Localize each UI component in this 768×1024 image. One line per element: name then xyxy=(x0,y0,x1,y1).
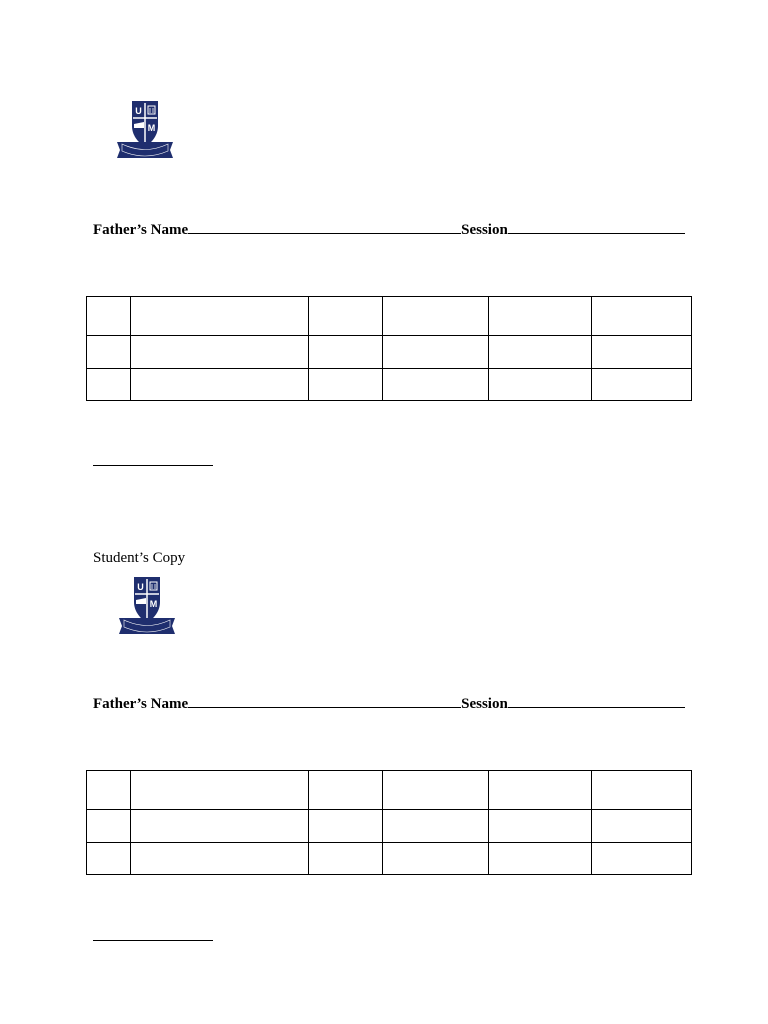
students-copy-caption: Student’s Copy xyxy=(93,550,186,566)
table-cell[interactable] xyxy=(87,369,131,401)
table-row xyxy=(87,771,692,810)
table-cell[interactable] xyxy=(131,369,309,401)
signature-line xyxy=(93,940,213,941)
session-label: Session xyxy=(461,696,508,712)
fathers-name-row xyxy=(93,693,693,713)
table-row xyxy=(87,297,692,336)
table-cell[interactable] xyxy=(489,771,592,810)
table-cell[interactable] xyxy=(489,369,592,401)
session-blank[interactable] xyxy=(508,219,685,234)
signature-line xyxy=(93,465,213,466)
table-cell[interactable] xyxy=(309,297,383,336)
logo-letter-u: U xyxy=(135,106,142,116)
table-cell[interactable] xyxy=(592,843,692,875)
logo-letter-u: U xyxy=(137,582,144,592)
fathers-name-label: Father’s Name xyxy=(93,696,189,712)
course-table xyxy=(86,296,692,401)
fathers-name-label: Father’s Name xyxy=(93,222,189,238)
table-row xyxy=(87,336,692,369)
table-cell[interactable] xyxy=(592,336,692,369)
fathers-name-blank[interactable] xyxy=(188,219,461,234)
logo-letter-m: M xyxy=(149,599,158,609)
session-label: Session xyxy=(461,222,508,238)
table-cell[interactable] xyxy=(87,297,131,336)
crest-icon xyxy=(115,574,179,638)
table-cell[interactable] xyxy=(309,336,383,369)
university-logo xyxy=(115,574,179,638)
table-cell[interactable] xyxy=(383,369,489,401)
session-blank[interactable] xyxy=(508,693,685,708)
table-cell[interactable] xyxy=(87,810,131,843)
table-cell[interactable] xyxy=(309,369,383,401)
table-cell[interactable] xyxy=(131,771,309,810)
crest-icon xyxy=(113,98,177,162)
table-cell[interactable] xyxy=(592,771,692,810)
table-row xyxy=(87,843,692,875)
table-cell[interactable] xyxy=(131,336,309,369)
table-cell[interactable] xyxy=(592,369,692,401)
table-cell[interactable] xyxy=(489,297,592,336)
table-cell[interactable] xyxy=(87,771,131,810)
table-cell[interactable] xyxy=(592,297,692,336)
university-logo xyxy=(113,98,177,162)
table-cell[interactable] xyxy=(489,810,592,843)
table-cell[interactable] xyxy=(131,297,309,336)
table-cell[interactable] xyxy=(383,336,489,369)
table-cell[interactable] xyxy=(87,336,131,369)
table-cell[interactable] xyxy=(87,843,131,875)
fathers-name-blank[interactable] xyxy=(188,693,461,708)
table-cell[interactable] xyxy=(383,843,489,875)
table-cell[interactable] xyxy=(309,843,383,875)
fathers-name-row xyxy=(93,219,693,239)
table-cell[interactable] xyxy=(383,297,489,336)
table-cell[interactable] xyxy=(592,810,692,843)
table-cell[interactable] xyxy=(383,771,489,810)
logo-letter-m: M xyxy=(147,123,156,133)
table-cell[interactable] xyxy=(131,810,309,843)
table-row xyxy=(87,369,692,401)
table-row xyxy=(87,810,692,843)
table-cell[interactable] xyxy=(383,810,489,843)
table-cell[interactable] xyxy=(309,810,383,843)
table-cell[interactable] xyxy=(489,843,592,875)
table-cell[interactable] xyxy=(131,843,309,875)
table-cell[interactable] xyxy=(489,336,592,369)
course-table xyxy=(86,770,692,875)
table-cell[interactable] xyxy=(309,771,383,810)
